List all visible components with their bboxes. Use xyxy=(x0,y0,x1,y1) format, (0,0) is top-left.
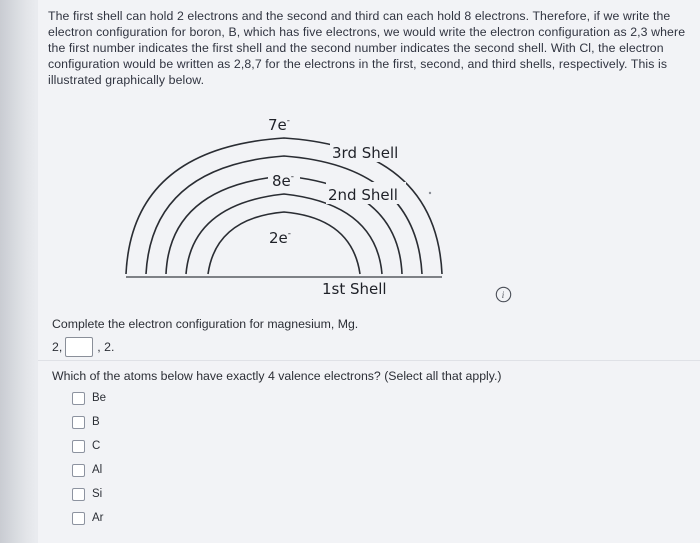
question2-prompt: Which of the atoms below have exactly 4 valence electrons? (Select all that apply.) xyxy=(52,369,502,383)
option-be[interactable] xyxy=(72,386,106,410)
checkbox[interactable] xyxy=(72,512,85,525)
option-label: Al xyxy=(92,464,103,476)
option-al[interactable] xyxy=(72,458,106,482)
checkbox[interactable] xyxy=(72,440,85,453)
shell2-count: 8e- xyxy=(272,172,295,190)
valence-options-list xyxy=(72,386,106,530)
shell1-count: 2e- xyxy=(269,229,292,247)
checkbox[interactable] xyxy=(72,488,85,501)
small-dot xyxy=(429,192,431,194)
config-prefix: 2, xyxy=(52,340,63,354)
intro-paragraph: The first shell can hold 2 electrons and the second and third can each hold 8 electrons. Therefore, if we write the electron configuration for boron, B, which has five electrons, we would write the electron configuration as 2,3 where the first number indicates the first shell and the second number indicates the second shell. With Cl, the electron configuration would be written as 2,8,7 for the electrons in the first, second, and third shells, respectively. This is illustrated graphically below. xyxy=(48,9,686,87)
shell3-label: 3rd Shell xyxy=(332,144,399,162)
checkbox[interactable] xyxy=(72,392,85,405)
option-label: C xyxy=(92,440,101,452)
info-icon[interactable] xyxy=(495,286,512,303)
shell1-label: 1st Shell xyxy=(322,280,387,298)
option-label: Si xyxy=(92,488,103,500)
shell3-count: 7e- xyxy=(268,116,291,134)
option-label: Be xyxy=(92,392,107,404)
checkbox[interactable] xyxy=(72,416,85,429)
electron-shell-diagram xyxy=(124,108,444,298)
shell2-label: 2nd Shell xyxy=(328,186,398,204)
config-suffix: , 2. xyxy=(97,340,115,354)
question1-prompt: Complete the electron configuration for magnesium, Mg. xyxy=(52,317,359,331)
option-label: B xyxy=(92,416,100,428)
option-si[interactable] xyxy=(72,482,106,506)
question1-answer-row xyxy=(52,337,114,357)
checkbox[interactable] xyxy=(72,464,85,477)
page-edge xyxy=(0,0,36,543)
option-ar[interactable] xyxy=(72,506,106,530)
option-c[interactable] xyxy=(72,434,106,458)
magnesium-config-input[interactable] xyxy=(65,337,93,357)
option-label: Ar xyxy=(92,512,104,524)
svg-text:i: i xyxy=(501,290,505,300)
option-b[interactable] xyxy=(72,410,106,434)
divider xyxy=(38,360,700,361)
